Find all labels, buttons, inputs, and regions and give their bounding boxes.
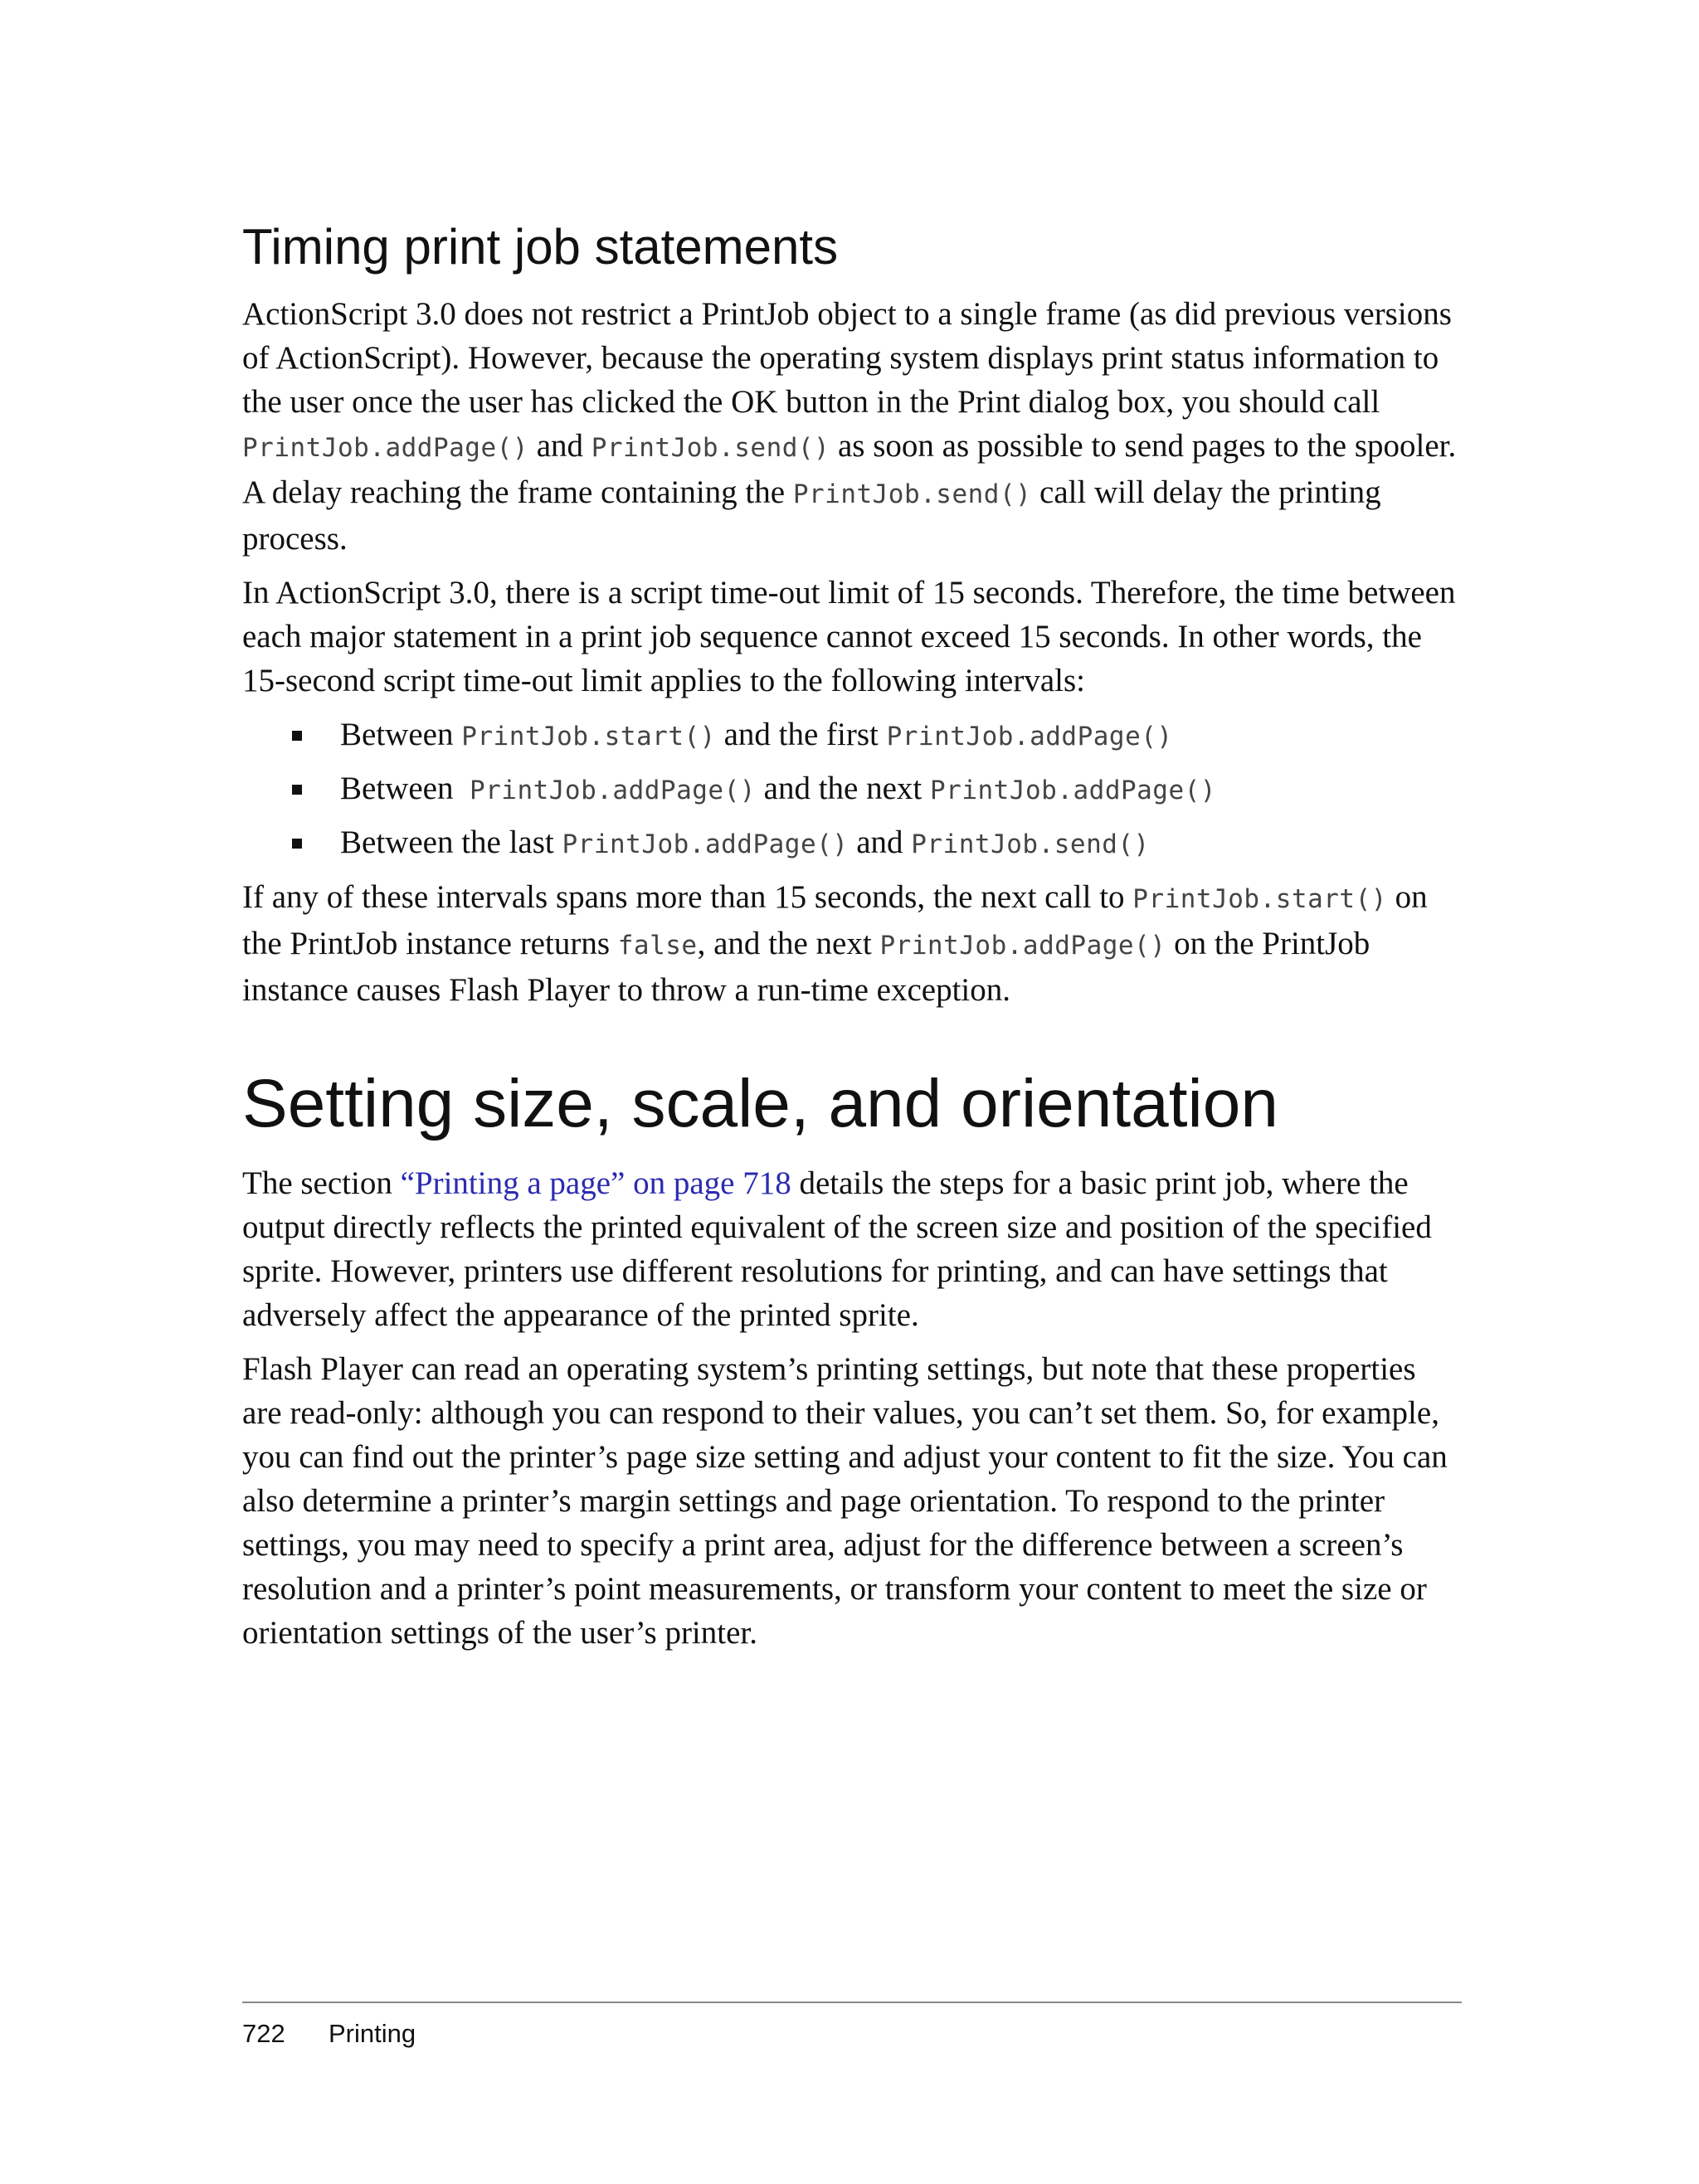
code-printjob-addpage: PrintJob.addPage() bbox=[930, 776, 1216, 805]
text-run: Between bbox=[340, 717, 462, 752]
text-run: and the first bbox=[715, 717, 887, 752]
section-heading-timing: Timing print job statements bbox=[242, 219, 839, 275]
code-printjob-start: PrintJob.start() bbox=[461, 722, 716, 752]
code-printjob-start: PrintJob.start() bbox=[1132, 884, 1387, 914]
code-printjob-addpage: PrintJob.addPage() bbox=[242, 433, 528, 463]
paragraph-printer-settings: Flash Player can read an operating system’s printing settings, but note that these properties are read-only: although you can respond to their values, you can’t set them. So, for example, you can find out the printer’s page size setting and adjust your content to fit the size. You can also determine a printer’s margin settings and page orientation. To respond to the printer settings, you may need to specify a print area, adjust for the difference between a screen’s resolution and a printer’s point measurements, or transform your content to meet the size or orientation settings of the user’s printer. bbox=[242, 1351, 1448, 1651]
paragraph-timeout-limit: In ActionScript 3.0, there is a script time-out limit of 15 seconds. Therefore, the time between each major statement in a print job sequence cannot exceed 15 seconds. In other words, the 15-second script time-out limit applies to the following intervals: bbox=[242, 575, 1456, 698]
bullet-square-icon bbox=[292, 785, 302, 795]
list-item bbox=[242, 820, 1462, 867]
text-run: on the PrintJob instance returns bbox=[242, 879, 1428, 961]
list-item bbox=[242, 713, 1462, 759]
text-run: as soon as possible to send pages to the spooler. A delay reaching the frame containing the bbox=[242, 428, 1457, 510]
text-run: and bbox=[848, 824, 912, 860]
code-false: false bbox=[617, 931, 698, 961]
page-footer bbox=[242, 2019, 416, 2049]
code-printjob-send: PrintJob.send() bbox=[911, 829, 1150, 859]
code-printjob-send: PrintJob.send() bbox=[792, 479, 1032, 509]
text-run: Between the last bbox=[340, 824, 562, 860]
text-run: If any of these intervals spans more than 15 seconds, the next call to bbox=[242, 879, 1133, 915]
code-printjob-addpage: PrintJob.addPage() bbox=[886, 722, 1173, 752]
text-run: and the next bbox=[755, 771, 931, 806]
text-run: Between bbox=[340, 771, 470, 806]
text-run: The section bbox=[242, 1165, 401, 1201]
code-printjob-send: PrintJob.send() bbox=[591, 433, 830, 463]
paragraph-printing-page-ref bbox=[242, 1161, 1462, 1337]
paragraph-interval-exception bbox=[242, 875, 1462, 1012]
text-run: call will delay the printing process. bbox=[242, 474, 1381, 557]
chapter-title: Printing bbox=[329, 2019, 416, 2048]
page-number: 722 bbox=[242, 2019, 285, 2048]
text-run: on the PrintJob instance causes Flash Player to throw a run-time exception. bbox=[242, 926, 1370, 1008]
bullet-square-icon bbox=[292, 839, 302, 849]
code-printjob-addpage: PrintJob.addPage() bbox=[562, 829, 849, 859]
list-item bbox=[242, 766, 1462, 813]
section-heading-size-scale: Setting size, scale, and orientation bbox=[242, 1066, 1278, 1141]
text-run: ActionScript 3.0 does not restrict a PrintJob object to a single frame (as did previous versions of ActionScript). However, because the operating system displays print status information to the user once the user has clicked the OK button in the Print dialog box, you should call bbox=[242, 296, 1452, 420]
text-run: details the steps for a basic print job, where the output directly reflects the printed equivalent of the screen size and position of the specified sprite. However, printers use different resolutions for printing, and can have settings that adversely affect the appearance of the printed sprite. bbox=[242, 1165, 1432, 1333]
footer-divider bbox=[242, 2002, 1462, 2003]
paragraph-timing-intro bbox=[242, 292, 1462, 561]
page-content bbox=[242, 219, 1462, 1665]
interval-list bbox=[242, 713, 1462, 867]
code-printjob-addpage: PrintJob.addPage() bbox=[469, 776, 756, 805]
text-run: , and the next bbox=[697, 926, 880, 961]
code-printjob-addpage: PrintJob.addPage() bbox=[879, 931, 1166, 961]
bullet-square-icon bbox=[292, 731, 302, 741]
text-run: and bbox=[528, 428, 591, 464]
printing-a-page-link[interactable]: “Printing a page” on page 718 bbox=[400, 1165, 791, 1201]
